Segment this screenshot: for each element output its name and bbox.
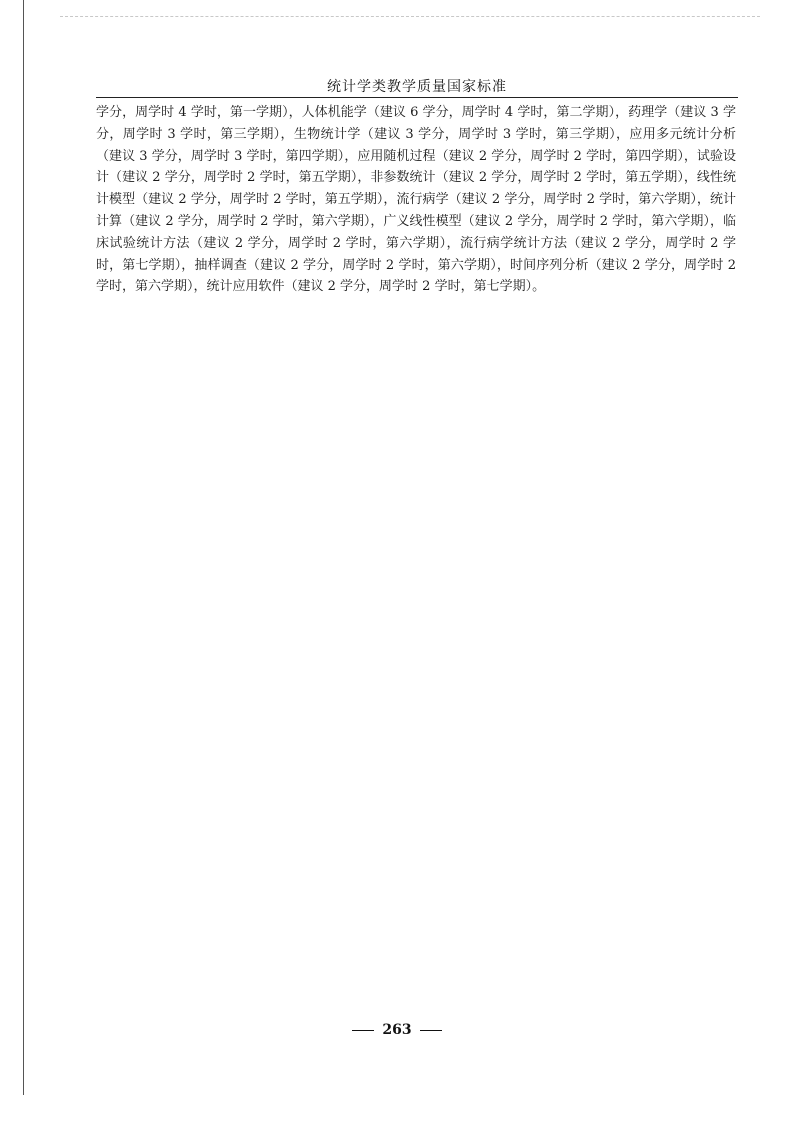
running-header-title: 统计学类教学质量国家标准 xyxy=(327,79,507,95)
scan-edge-marks xyxy=(60,16,760,21)
binding-edge-line xyxy=(23,0,24,1095)
page-footer xyxy=(0,1022,794,1038)
header-rule xyxy=(96,97,738,98)
dash-right xyxy=(420,1030,442,1031)
page-number: 263 xyxy=(382,1022,412,1038)
dash-left xyxy=(352,1030,374,1031)
body-paragraph: 学分，周学时 4 学时，第一学期），人体机能学（建议 6 学分，周学时 4 学时，第二学期），药理学（建议 3 学分，周学时 3 学时，第三学期），生物统计学（建议 3 学分，周学时 3 学时，第三学期），应用多元统计分析（建议 3 学分，周学时 3 学时，第四学期），应用随机过程（建议 2 学分，周学时 2 学时，第四学期），试验设计（建议 2 学分，周学时 2 学时，第五学期），非参数统计（建议 2 学分，周学时 2 学时，第五学期），线性统计模型（建议 2 学分，周学时 2 学时，第五学期），流行病学（建议 2 学分，周学时 2 学时，第六学期），统计计算（建议 2 学分，周学时 2 学时，第六学期），广义线性模型（建议 2 学分，周学时 2 学时，第六学期），临床试验统计方法（建议 2 学分，周学时 2 学时，第六学期），流行病学统计方法（建议 2 学分，周学时 2 学时，第七学期），抽样调查（建议 2 学分，周学时 2 学时，第六学期），时间序列分析（建议 2 学分，周学时 2 学时，第六学期），统计应用软件（建议 2 学分，周学时 2 学时，第七学期）。 xyxy=(96,105,736,295)
